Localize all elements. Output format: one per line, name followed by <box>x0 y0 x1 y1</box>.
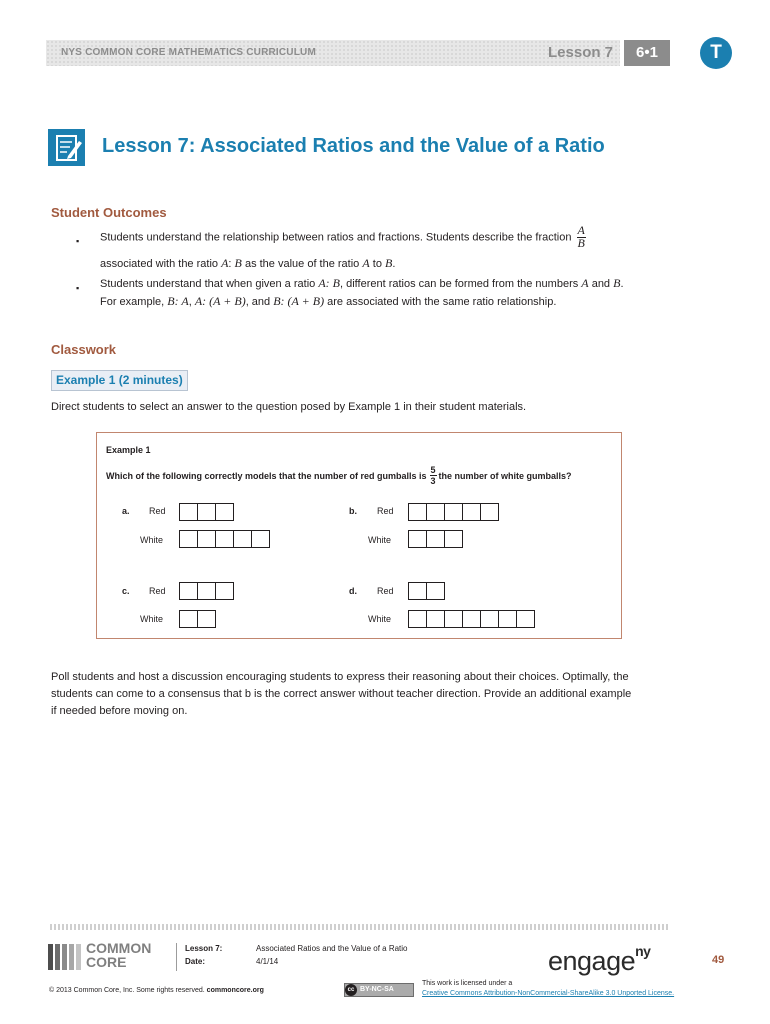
fraction-a-over-b: $\frac{A}{B}$ <box>577 223 585 250</box>
footer-date-value: 4/1/14 <box>256 957 279 966</box>
option-b-letter: b. <box>349 506 357 516</box>
fraction-5-over-3: $\frac{5}{3}$ <box>430 465 436 486</box>
tape-cell <box>198 610 216 628</box>
tape-cell <box>463 503 481 521</box>
option-a-red-label: Red <box>149 506 166 516</box>
footer-lesson-value: Associated Ratios and the Value of a Ratio <box>256 944 408 953</box>
option-a-white-tape <box>179 530 270 548</box>
copyright-notice: © 2013 Common Core, Inc. Some rights reserved. commoncore.org <box>49 987 264 994</box>
classwork-instruction: Direct students to select an answer to the question posed by Example 1 in their student materials. <box>51 401 527 413</box>
tape-cell <box>408 610 427 628</box>
tape-cell <box>499 610 517 628</box>
option-a-white-label: White <box>140 535 164 545</box>
tape-cell <box>517 610 535 628</box>
header-module: 6•1 <box>624 40 670 66</box>
tape-cell <box>179 582 198 600</box>
tape-cell <box>445 610 463 628</box>
tape-cell <box>198 503 216 521</box>
tape-cell <box>408 530 427 548</box>
option-b-red-label: Red <box>377 506 394 516</box>
example-1-question: Which of the following correctly models that the number of red gumballs is $\frac{5}{3}$ the number of white gumballs? <box>106 465 572 486</box>
engageny-logo: engage$^{ny}$ <box>548 943 651 976</box>
tape-cell <box>427 582 445 600</box>
footer-date-label: Date: <box>185 957 206 966</box>
example-1-box <box>96 432 622 639</box>
tape-cell <box>408 582 427 600</box>
tape-cell <box>445 503 463 521</box>
curriculum-label: NYS COMMON CORE MATHEMATICS CURRICULUM <box>61 47 316 58</box>
option-c-white-label: White <box>140 614 164 624</box>
classwork-heading: Classwork <box>51 342 117 357</box>
lesson-notebook-icon <box>48 129 85 166</box>
tape-cell <box>179 530 198 548</box>
tape-cell <box>179 610 198 628</box>
tape-cell <box>481 503 499 521</box>
option-b-white-tape <box>408 530 463 548</box>
option-b-red-tape <box>408 503 499 521</box>
outcome-2-line-1: Students understand that when given a ratio A: B, different ratios can be formed from the numbers A and B. <box>100 276 624 290</box>
tape-cell <box>252 530 270 548</box>
tape-cell <box>427 503 445 521</box>
bullet-icon: ▪ <box>76 283 80 293</box>
discussion-line-1: Poll students and host a discussion encouraging students to express their reasoning about their choices. Optimally, the <box>51 671 629 683</box>
option-d-red-label: Red <box>377 586 394 596</box>
teacher-badge: T <box>700 37 732 69</box>
footer-separator <box>176 943 177 971</box>
tape-cell <box>481 610 499 628</box>
option-d-white-label: White <box>368 614 392 624</box>
discussion-line-3: if needed before moving on. <box>51 705 188 717</box>
option-a-letter: a. <box>122 506 130 516</box>
option-d-letter: d. <box>349 586 357 596</box>
tape-cell <box>445 530 463 548</box>
page-title: Lesson 7: Associated Ratios and the Value of a Ratio <box>102 135 605 157</box>
tape-cell <box>463 610 481 628</box>
bullet-icon: ▪ <box>76 236 80 246</box>
tape-cell <box>216 582 234 600</box>
option-c-letter: c. <box>122 586 130 596</box>
page-number: 49 <box>712 954 725 966</box>
outcome-1-line-1: Students understand the relationship between ratios and fractions. Students describe the fraction $\frac{A}{B}$ <box>100 223 585 250</box>
header-lesson: Lesson 7 <box>548 44 614 61</box>
creative-commons-badge-icon: cc BY-NC-SA <box>344 983 414 997</box>
option-a-red-tape <box>179 503 234 521</box>
tape-cell <box>427 530 445 548</box>
common-core-logo-icon <box>48 944 82 970</box>
tape-cell <box>179 503 198 521</box>
tape-cell <box>408 503 427 521</box>
example-1-tag: Example 1 (2 minutes) <box>51 370 188 391</box>
tape-cell <box>216 530 234 548</box>
footer-rule <box>50 924 670 930</box>
option-d-white-tape <box>408 610 535 628</box>
example-1-title: Example 1 <box>106 445 151 455</box>
tape-cell <box>234 530 252 548</box>
option-c-white-tape <box>179 610 216 628</box>
discussion-line-2: students can come to a consensus that b is the correct answer without teacher direction. Provide an additional example <box>51 688 632 700</box>
outcome-1-line-2: associated with the ratio A: B as the value of the ratio A to B. <box>100 256 396 270</box>
outcome-2-line-2: For example, B: A, A: (A + B), and B: (A + B) are associated with the same ratio relationship. <box>100 294 557 308</box>
student-outcomes-heading: Student Outcomes <box>51 205 167 220</box>
tape-cell <box>427 610 445 628</box>
option-c-red-label: Red <box>149 586 166 596</box>
license-link[interactable]: Creative Commons Attribution-NonCommercial-ShareAlike 3.0 Unported License. <box>422 990 675 997</box>
option-d-red-tape <box>408 582 445 600</box>
tape-cell <box>198 582 216 600</box>
tape-cell <box>216 503 234 521</box>
tape-cell <box>198 530 216 548</box>
option-c-red-tape <box>179 582 234 600</box>
option-b-white-label: White <box>368 535 392 545</box>
footer-lesson-label: Lesson 7: <box>185 944 223 953</box>
common-core-logo-text: COMMON CORE <box>86 940 152 970</box>
license-text: This work is licensed under a <box>422 980 513 987</box>
